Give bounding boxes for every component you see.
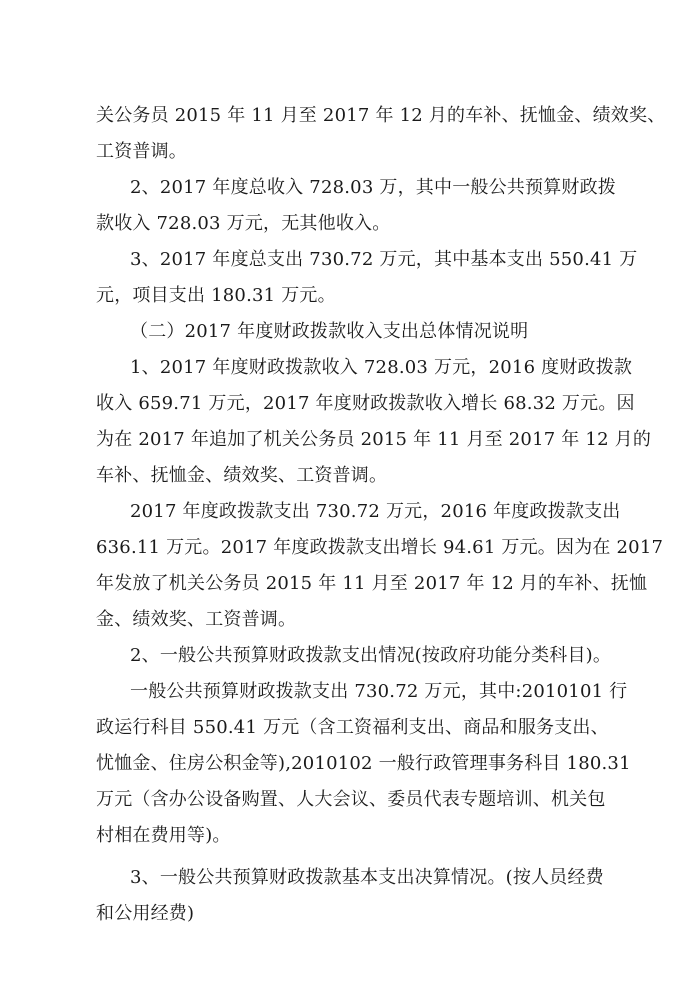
text-line: 工资普调。 — [96, 141, 187, 162]
document-body — [96, 98, 666, 932]
section-heading — [96, 314, 616, 350]
text-line: 3、2017 年度总支出 730.72 万元，其中基本支出 550.41 万 — [130, 249, 638, 270]
text-line: 金、绩效奖、工资普调。 — [96, 609, 297, 630]
paragraph-basic-expenditure — [96, 860, 616, 932]
text-line: 年发放了机关公务员 2015 年 11 月至 2017 年 12 月的车补、抚恤 — [96, 573, 648, 594]
paragraph-appropriation-expenditure — [96, 494, 664, 638]
paragraph-functional-classification — [96, 638, 616, 674]
text-line: 636.11 万元。2017 年度政拨款支出增长 94.61 万元。因为在 2017 — [96, 537, 664, 558]
text-line: （二）2017 年度财政拨款收入支出总体情况说明 — [130, 321, 529, 342]
text-line: 一般公共预算财政拨款支出 730.72 万元，其中:2010101 行 — [130, 681, 628, 702]
text-line: 为在 2017 年追加了机关公务员 2015 年 11 月至 2017 年 12 月的 — [96, 429, 652, 450]
text-line: 2017 年度政拨款支出 730.72 万元，2016 年度政拨款支出 — [130, 501, 621, 522]
text-line: 政运行科目 550.41 万元（含工资福利支出、商品和服务支出、 — [96, 717, 609, 738]
text-line: 万元（含办公设备购置、人大会议、委员代表专题培训、机关包 — [96, 789, 606, 810]
paragraph-appropriation-income — [96, 350, 652, 494]
text-line: 元，项目支出 180.31 万元。 — [96, 285, 336, 306]
text-line: 和公用经费) — [96, 903, 195, 924]
paragraph-continuation — [96, 98, 666, 170]
text-line: 忧恤金、住房公积金等),2010102 一般行政管理事务科目 180.31 — [96, 753, 631, 774]
text-line: 3、一般公共预算财政拨款基本支出决算情况。(按人员经费 — [130, 867, 604, 888]
paragraph-total-expenditure — [96, 242, 638, 314]
text-line: 2、2017 年度总收入 728.03 万，其中一般公共预算财政拨 — [130, 177, 617, 198]
text-line: 款收入 728.03 万元，无其他收入。 — [96, 213, 391, 234]
text-line: 村相在费用等)。 — [96, 825, 231, 846]
text-line: 关公务员 2015 年 11 月至 2017 年 12 月的车补、抚恤金、绩效奖、 — [96, 105, 666, 126]
paragraph-expenditure-detail — [96, 674, 631, 854]
text-line: 1、2017 年度财政拨款收入 728.03 万元，2016 度财政拨款 — [130, 357, 633, 378]
text-line: 2、一般公共预算财政拨款支出情况(按政府功能分类科目)。 — [130, 645, 612, 666]
paragraph-total-income — [96, 170, 616, 242]
text-line: 车补、抚恤金、绩效奖、工资普调。 — [96, 465, 388, 486]
text-line: 收入 659.71 万元，2017 年度财政拨款收入增长 68.32 万元。因 — [96, 393, 635, 414]
